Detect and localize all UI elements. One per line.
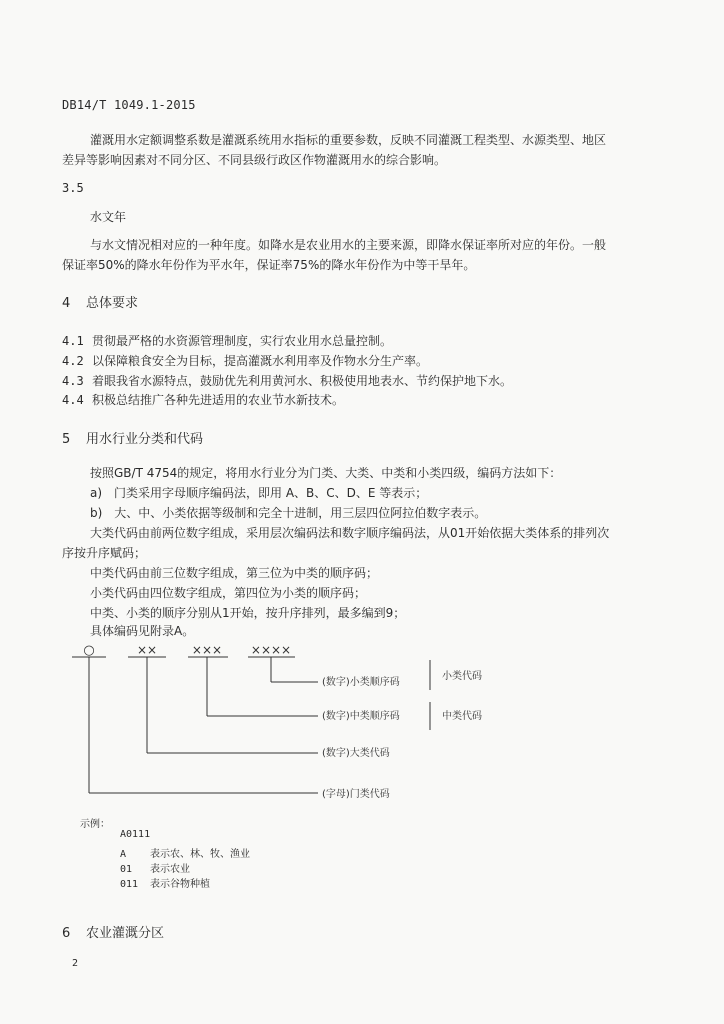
example-code: A0111: [120, 829, 151, 840]
section-5-para-6: 具体编码见附录A。: [90, 624, 195, 638]
example-row: [120, 875, 210, 890]
list-item-number: 4.1: [62, 334, 84, 348]
section-5-para-4: 小类代码由四位数字组成，第四位为小类的顺序码；: [90, 586, 367, 600]
example-row-text: 表示农业: [150, 864, 190, 875]
example-row-text: 表示农、林、牧、渔业: [150, 849, 250, 860]
section-6-title: 农业灌溉分区: [86, 926, 165, 941]
section-4-number: 4: [62, 296, 71, 311]
example-row: [120, 845, 250, 860]
label-men-code: (字母)门类代码: [322, 789, 390, 800]
term-hydrological-year: 水文年: [90, 210, 127, 224]
section-5-number: 5: [62, 432, 71, 447]
section-5-item-a: a) 门类采用字母顺序编码法，即用 A、B、C、D、E 等表示；: [90, 486, 428, 500]
section-6-number: 6: [62, 926, 71, 941]
intro-line-1: 灌溉用水定额调整系数是灌溉系统用水指标的重要参数，反映不同灌溉工程类型、水源类型、地区: [90, 133, 607, 147]
list-item-number: 4.3: [62, 374, 84, 388]
label-zhong-code: 中类代码: [442, 711, 482, 722]
list-item-text: 着眼我省水源特点，鼓励优先利用黄河水、积极使用地表水、节约保护地下水。: [92, 374, 513, 388]
example-row-text: 表示谷物种植: [150, 879, 210, 890]
label-zhong-seq: (数字)中类顺序码: [322, 711, 400, 722]
section-5-para-3: 中类代码由前三位数字组成，第三位为中类的顺序码；: [90, 566, 379, 580]
list-item-number: 4.4: [62, 393, 84, 407]
term-definition-line-2: 保证率50%的降水年份作为平水年，保证率75%的降水年份作为中等干旱年。: [62, 258, 476, 272]
list-item-text: 以保障粮食安全为目标，提高灌溉水利用率及作物水分生产率。: [92, 354, 429, 368]
example-row-code: A: [120, 849, 127, 860]
section-5-title: 用水行业分类和代码: [86, 432, 204, 447]
section-5-para-5: 中类、小类的顺序分别从1开始，按升序排列，最多编到9；: [90, 606, 406, 620]
label-xiao-seq: (数字)小类顺序码: [322, 677, 400, 688]
symbol-men: ○: [83, 643, 95, 658]
example-title: 示例：: [80, 819, 110, 830]
example-row-code: 01: [120, 864, 133, 875]
intro-line-2: 差异等影响因素对不同分区、不同县级行政区作物灌溉用水的综合影响。: [62, 153, 447, 167]
clause-number-3-5: 3.5: [62, 181, 84, 195]
symbol-zhong: ×××: [191, 643, 223, 657]
symbol-da: ××: [136, 643, 158, 657]
label-da-code: (数字)大类代码: [322, 748, 390, 759]
example-row-code: 011: [120, 879, 139, 890]
section-5-para-1: 按照GB/T 4754的规定，将用水行业分为门类、大类、中类和小类四级，编码方法如下：: [90, 466, 562, 480]
list-item-text: 积极总结推广各种先进适用的农业节水新技术。: [92, 393, 345, 407]
list-item-text: 贯彻最严格的水资源管理制度，实行农业用水总量控制。: [92, 334, 393, 348]
list-item-number: 4.2: [62, 354, 84, 368]
symbol-xiao: ××××: [250, 643, 292, 657]
section-5-para-2-line-1: 大类代码由前两位数字组成，采用层次编码法和数字顺序编码法，从01开始依据大类体系的排列次: [90, 526, 610, 540]
term-definition-line-1: 与水文情况相对应的一种年度。如降水是农业用水的主要来源，即降水保证率所对应的年份。一般: [90, 238, 607, 252]
label-xiao-code: 小类代码: [442, 671, 482, 682]
example-row: [120, 860, 190, 875]
section-4-title: 总体要求: [86, 296, 139, 311]
section-5-para-2-line-2: 序按升序赋码；: [62, 546, 147, 560]
section-6-heading: [62, 922, 164, 941]
section-5-item-b: b) 大、中、小类依据等级制和完全十进制，用三层四位阿拉伯数字表示。: [90, 506, 487, 520]
standard-code: DB14/T 1049.1-2015: [62, 98, 196, 112]
page-number: 2: [72, 958, 79, 969]
